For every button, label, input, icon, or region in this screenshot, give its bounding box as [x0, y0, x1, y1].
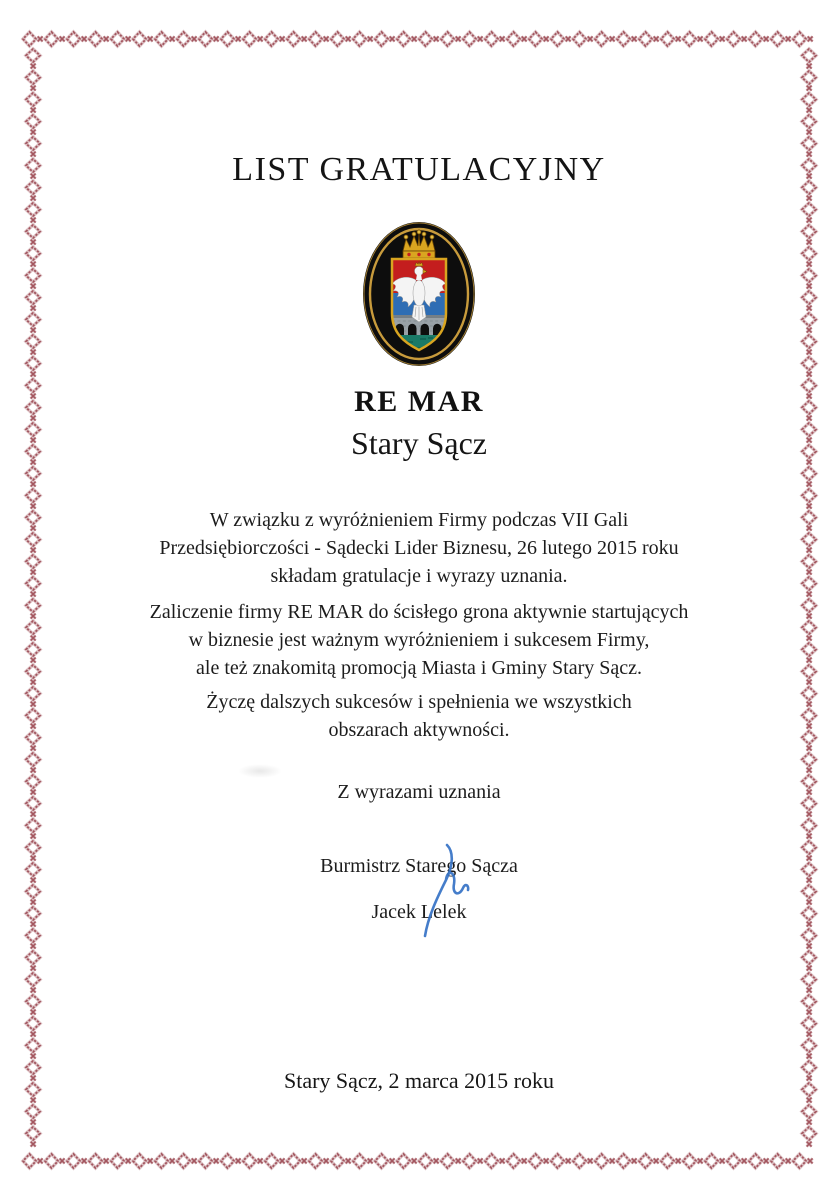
stitch-tile — [89, 1154, 109, 1168]
stitch-tile — [243, 1154, 263, 1168]
stitch-tile — [463, 1154, 483, 1168]
body-paragraph-3 — [0, 688, 838, 744]
stitch-tile — [26, 269, 40, 289]
stitch-tile — [793, 32, 813, 46]
stitch-tile — [802, 247, 816, 267]
crown-gem — [417, 253, 420, 256]
stitch-tile — [802, 1127, 816, 1147]
body-paragraph-1 — [0, 506, 838, 590]
stitch-tile — [749, 32, 769, 46]
stitch-tile — [26, 203, 40, 223]
stitch-tile — [802, 467, 816, 487]
stitch-tile — [45, 32, 65, 46]
body-line: składam gratulacje i wyrazy uznania. — [270, 565, 568, 587]
stitch-tile — [26, 225, 40, 245]
stitch-tile — [155, 1154, 175, 1168]
stitch-tile — [802, 335, 816, 355]
stitch-tile — [26, 313, 40, 333]
stitch-tile — [177, 32, 197, 46]
stitch-tile — [26, 247, 40, 267]
stitch-tile — [802, 1039, 816, 1059]
stitch-tile — [595, 32, 615, 46]
stitch-tile — [661, 1154, 681, 1168]
stitch-tile — [617, 32, 637, 46]
stitch-tile — [705, 1154, 725, 1168]
stitch-tile — [26, 357, 40, 377]
stitch-tile — [26, 973, 40, 993]
crown-gem — [407, 253, 410, 256]
stitch-tile — [26, 1127, 40, 1147]
stitch-tile — [771, 1154, 791, 1168]
stitch-tile — [353, 1154, 373, 1168]
stitch-tile — [802, 49, 816, 69]
stitch-tile — [802, 269, 816, 289]
stitch-tile — [507, 32, 527, 46]
stitch-tile — [802, 1017, 816, 1037]
stitch-tile — [287, 32, 307, 46]
stitch-tile — [802, 203, 816, 223]
stitch-tile — [419, 1154, 439, 1168]
stitch-tile — [243, 32, 263, 46]
stitch-tile — [26, 753, 40, 773]
scan-smudge — [238, 764, 282, 778]
stitch-tile — [485, 32, 505, 46]
stitch-tile — [802, 929, 816, 949]
stitch-tile — [26, 929, 40, 949]
stitch-tile — [199, 1154, 219, 1168]
crown-ball — [404, 235, 408, 239]
stitch-tile — [23, 32, 43, 46]
body-line: obszarach aktywności. — [328, 719, 510, 741]
letter-title: LIST GRATULACYJNY — [232, 151, 606, 188]
stitch-tile — [551, 32, 571, 46]
stitch-tile — [111, 32, 131, 46]
crown-ball — [430, 235, 434, 239]
stitch-tile — [793, 1154, 813, 1168]
stitch-tile — [529, 32, 549, 46]
stitch-tile — [419, 32, 439, 46]
stitch-tile — [727, 1154, 747, 1168]
stitch-tile — [683, 32, 703, 46]
closing-line: Z wyrazami uznania — [337, 781, 501, 803]
stitch-tile — [265, 1154, 285, 1168]
stitch-tile — [26, 49, 40, 69]
stitch-tile — [683, 1154, 703, 1168]
recipient-name: RE MAR — [354, 385, 484, 418]
stitch-tile — [221, 1154, 241, 1168]
stitch-tile — [26, 1017, 40, 1037]
body-line: Zaliczenie firmy RE MAR do ścisłego grona aktywnie startujących — [149, 601, 689, 623]
stitch-tile — [221, 32, 241, 46]
stitch-tile — [441, 1154, 461, 1168]
stitch-tile — [265, 32, 285, 46]
stitch-tile — [441, 32, 461, 46]
stitch-tile — [397, 1154, 417, 1168]
stitch-tile — [802, 819, 816, 839]
stitch-tile — [573, 1154, 593, 1168]
stitch-tile — [802, 93, 816, 113]
stitch-tile — [771, 32, 791, 46]
stitch-tile — [177, 1154, 197, 1168]
stitch-tile — [155, 32, 175, 46]
crown-ball — [417, 230, 421, 234]
stitch-tile — [26, 71, 40, 91]
stitch-tile — [802, 973, 816, 993]
signer-name: Jacek Lelek — [371, 901, 467, 923]
stitch-tile — [802, 313, 816, 333]
stitch-tile — [89, 32, 109, 46]
stitch-tile — [705, 32, 725, 46]
stitch-tile — [26, 1039, 40, 1059]
stitch-tile — [26, 335, 40, 355]
stitch-tile — [802, 357, 816, 377]
stitch-tile — [573, 32, 593, 46]
stitch-tile — [26, 291, 40, 311]
stitch-tile — [331, 32, 351, 46]
stitch-tile — [802, 291, 816, 311]
stitch-tile — [507, 1154, 527, 1168]
stitch-tile — [485, 1154, 505, 1168]
stary-sacz-coat-of-arms-icon — [362, 221, 476, 367]
signer-title: Burmistrz Starego Sącza — [320, 855, 518, 877]
stitch-tile — [26, 467, 40, 487]
stitch-tile — [26, 93, 40, 113]
stitch-tile — [67, 1154, 87, 1168]
crown-ball — [412, 232, 416, 236]
stitch-tile — [309, 32, 329, 46]
stitch-tile — [375, 32, 395, 46]
stitch-tile — [802, 951, 816, 971]
stitch-tile — [23, 1154, 43, 1168]
stitch-tile — [639, 1154, 659, 1168]
stitch-tile — [331, 1154, 351, 1168]
stitch-tile — [802, 71, 816, 91]
stitch-tile — [67, 32, 87, 46]
stitch-tile — [26, 819, 40, 839]
stitch-tile — [661, 32, 681, 46]
stitch-tile — [551, 1154, 571, 1168]
stitch-tile — [727, 32, 747, 46]
crown-gem — [427, 253, 430, 256]
stitch-tile — [133, 32, 153, 46]
stitch-tile — [375, 1154, 395, 1168]
body-paragraph-2 — [0, 598, 838, 682]
stitch-tile — [595, 1154, 615, 1168]
stitch-tile — [287, 1154, 307, 1168]
stitch-tile — [26, 951, 40, 971]
stitch-tile — [353, 32, 373, 46]
stitch-tile — [45, 1154, 65, 1168]
recipient-city: Stary Sącz — [351, 425, 487, 461]
stitch-tile — [199, 32, 219, 46]
stitch-tile — [397, 32, 417, 46]
stitch-tile — [26, 115, 40, 135]
stitch-tile — [529, 1154, 549, 1168]
body-line: W związku z wyróżnieniem Firmy podczas VII Gali — [209, 509, 629, 531]
stitch-tile — [463, 32, 483, 46]
body-line: w biznesie jest ważnym wyróżnieniem i sukcesem Firmy, — [188, 629, 650, 651]
stitch-tile — [26, 995, 40, 1015]
stitch-tile — [639, 32, 659, 46]
body-line: Przedsiębiorczości - Sądecki Lider Biznesu, 26 lutego 2015 roku — [159, 537, 679, 559]
stitch-tile — [133, 1154, 153, 1168]
body-line: ale też znakomitą promocją Miasta i Gminy Stary Sącz. — [196, 657, 642, 679]
stitch-tile — [802, 1105, 816, 1125]
stitch-tile — [309, 1154, 329, 1168]
stitch-tile — [26, 1105, 40, 1125]
stitch-tile — [617, 1154, 637, 1168]
stitch-tile — [802, 995, 816, 1015]
stitch-tile — [802, 225, 816, 245]
stitch-tile — [802, 115, 816, 135]
stitch-tile — [802, 753, 816, 773]
stitch-tile — [111, 1154, 131, 1168]
dateline: Stary Sącz, 2 marca 2015 roku — [283, 1068, 555, 1093]
stitch-tile — [749, 1154, 769, 1168]
crown-ball — [422, 232, 426, 236]
body-line: Życzę dalszych sukcesów i spełnienia we wszystkich — [206, 691, 632, 713]
